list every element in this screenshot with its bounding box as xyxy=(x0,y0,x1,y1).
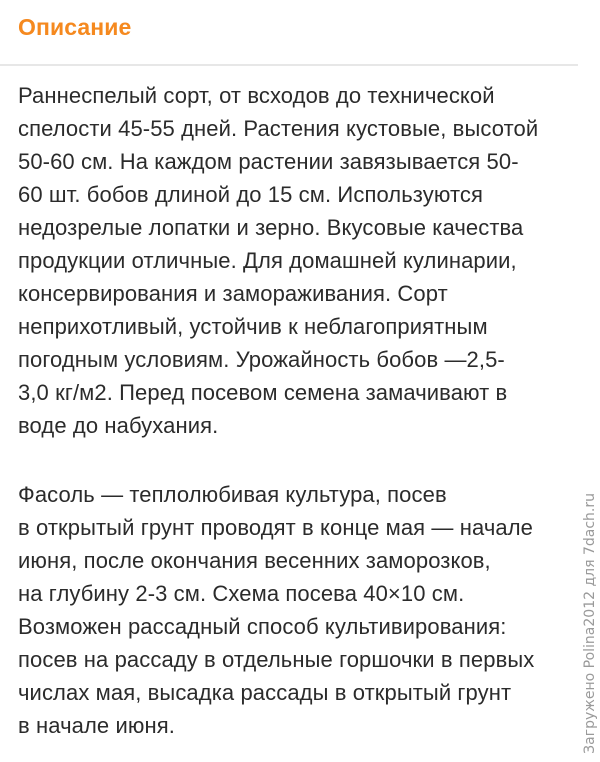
upload-watermark: Загружено Polina2012 для 7dach.ru xyxy=(582,493,598,754)
text-line: спелости 45-55 дней. Растения кустовые, высотой xyxy=(18,116,539,141)
text-line: июня, после окончания весенних заморозков, xyxy=(18,548,491,573)
text-line: неприхотливый, устойчив к неблагоприятным xyxy=(18,314,488,339)
text-line: в открытый грунт проводят в конце мая — начале xyxy=(18,515,533,540)
text-line: на глубину 2-3 см. Схема посева 40×10 см. xyxy=(18,581,465,606)
description-paragraph-2 xyxy=(18,478,534,742)
text-line: посев на рассаду в отдельные горшочки в первых xyxy=(18,647,535,672)
text-line: числах мая, высадка рассады в открытый грунт xyxy=(18,680,512,705)
text-line: 50-60 см. На каждом растении завязывается 50- xyxy=(18,149,519,174)
text-line: в начале июня. xyxy=(18,713,175,738)
text-line: 60 шт. бобов длиной до 15 см. Используются xyxy=(18,182,484,207)
text-line: погодным условиям. Урожайность бобов —2,5- xyxy=(18,347,505,372)
description-paragraph-1 xyxy=(18,79,538,442)
text-line: Раннеспелый сорт, от всходов до технической xyxy=(18,83,495,108)
text-line: воде до набухания. xyxy=(18,413,219,438)
text-line: консервирования и замораживания. Сорт xyxy=(18,281,448,306)
text-line: продукции отличные. Для домашней кулинарии, xyxy=(18,248,517,273)
text-line: недозрелые лопатки и зерно. Вкусовые качества xyxy=(18,215,524,240)
description-heading: Описание xyxy=(18,14,132,40)
text-line: Фасоль — теплолюбивая культура, посев xyxy=(18,482,447,507)
text-line: 3,0 кг/м2. Перед посевом семена замачивают в xyxy=(18,380,508,405)
text-line: Возможен рассадный способ культивирования: xyxy=(18,614,507,639)
section-divider xyxy=(0,64,578,66)
